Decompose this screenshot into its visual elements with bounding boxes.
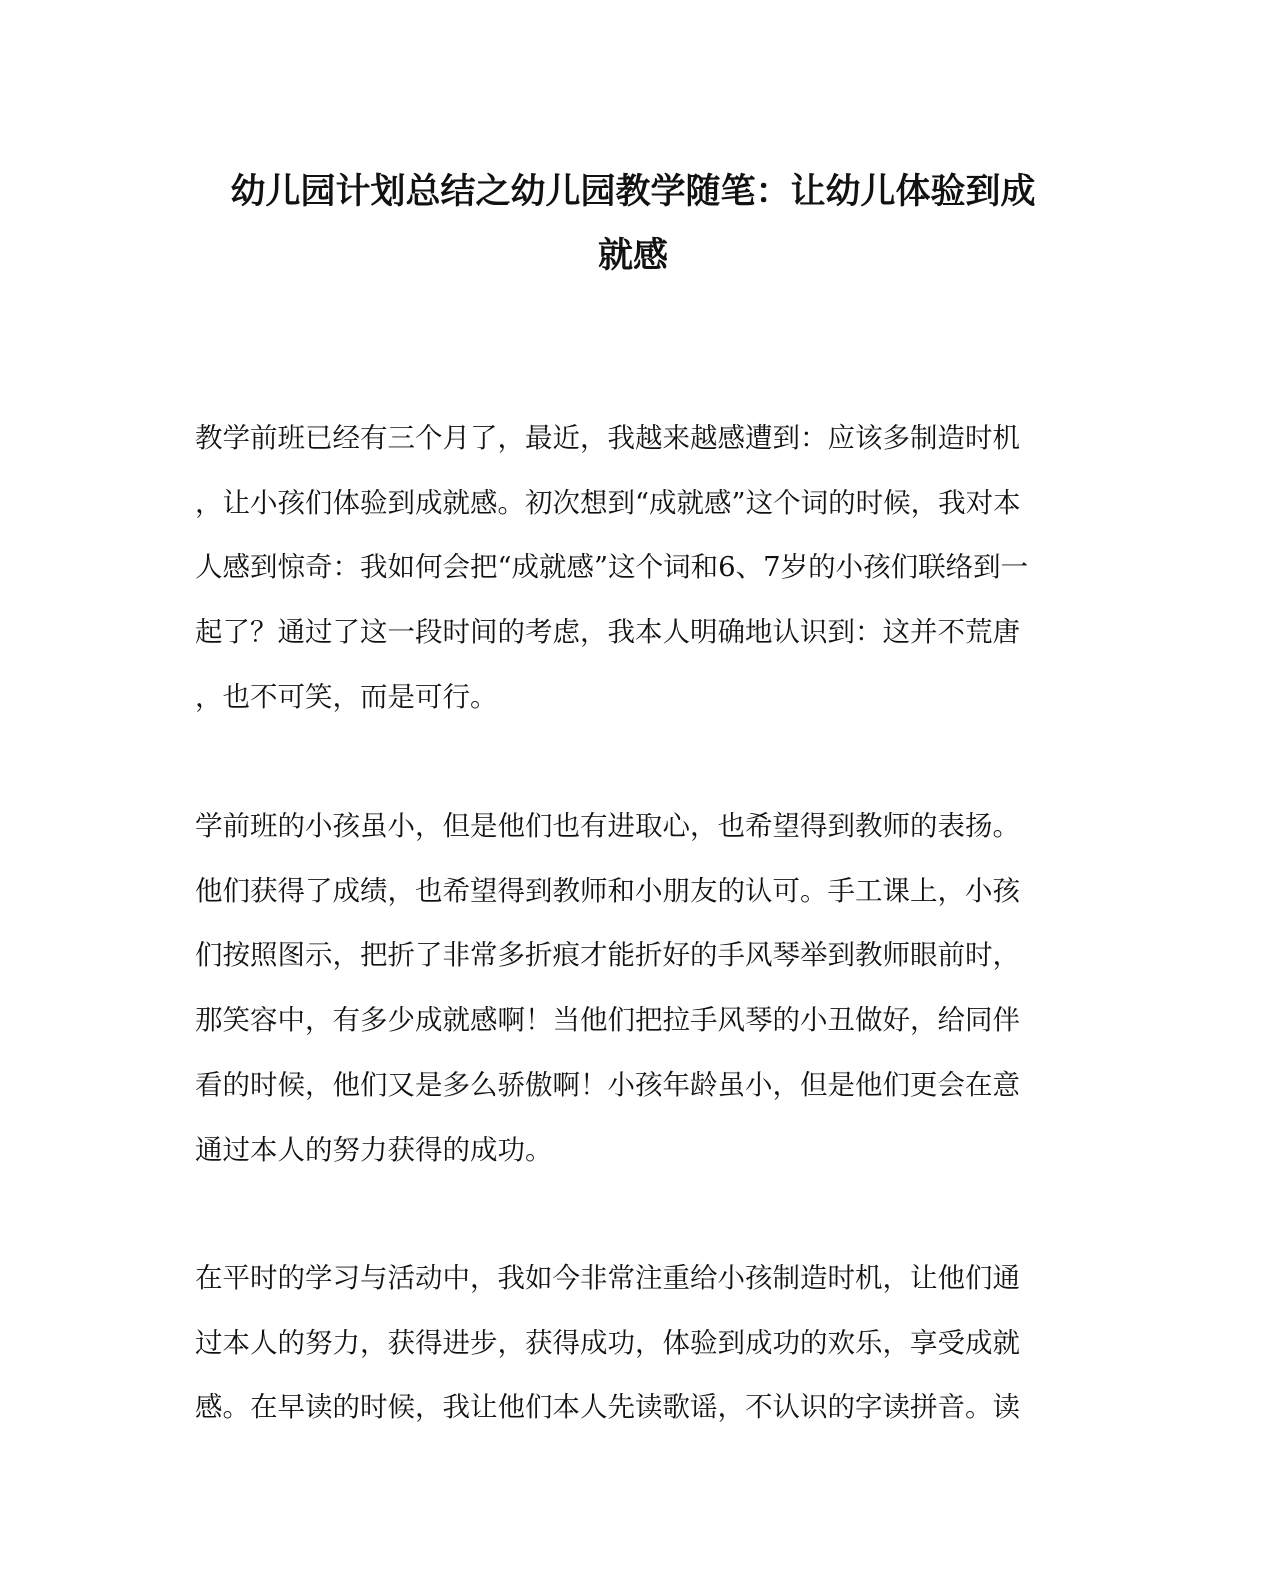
paragraph-line: 过本人的努力，获得进步，获得成功，体验到成功的欢乐，享受成就	[195, 1326, 1020, 1359]
paragraph-3	[195, 1246, 1075, 1440]
paragraph-line: 感。在早读的时候，我让他们本人先读歌谣，不认识的字读拼音。读	[195, 1391, 1020, 1424]
paragraph-1	[195, 406, 1075, 730]
title-line: 幼儿园计划总结之幼儿园教学随笔：让幼儿体验到成	[230, 171, 1036, 212]
paragraph-line: 他们获得了成绩，也希望得到教师和小朋友的认可。手工课上，小孩	[195, 874, 1020, 907]
paragraph-line: 起了？通过了这一段时间的考虑，我本人明确地认识到：这并不荒唐	[195, 616, 1020, 649]
paragraph-line: 通过本人的努力获得的成功。	[195, 1133, 553, 1166]
paragraph-line: 在平时的学习与活动中，我如今非常注重给小孩制造时机，让他们通	[195, 1262, 1020, 1294]
title-line: 就感	[597, 235, 668, 276]
paragraph-line: ，也不可笑，而是可行。	[195, 680, 498, 713]
paragraph-line: 那笑容中，有多少成就感啊！当他们把拉手风琴的小丑做好，给同伴	[195, 1004, 1020, 1037]
paragraph-line: ，让小孩们体验到成就感。初次想到“成就感”这个词的时候，我对本	[195, 486, 1021, 519]
paragraph-line: 学前班的小孩虽小，但是他们也有进取心，也希望得到教师的表扬。	[195, 810, 1020, 842]
document-title	[195, 160, 1071, 288]
paragraph-line: 们按照图示，把折了非常多折痕才能折好的手风琴举到教师眼前时，	[195, 939, 1020, 972]
paragraph-line: 人感到惊奇：我如何会把“成就感”这个词和6、7岁的小孩们联络到一	[195, 551, 1029, 584]
paragraph-2	[195, 794, 1075, 1182]
paragraph-line: 看的时候，他们又是多么骄傲啊！小孩年龄虽小，但是他们更会在意	[195, 1068, 1020, 1101]
paragraph-line: 教学前班已经有三个月了，最近，我越来越感遭到：应该多制造时机	[195, 422, 1020, 454]
